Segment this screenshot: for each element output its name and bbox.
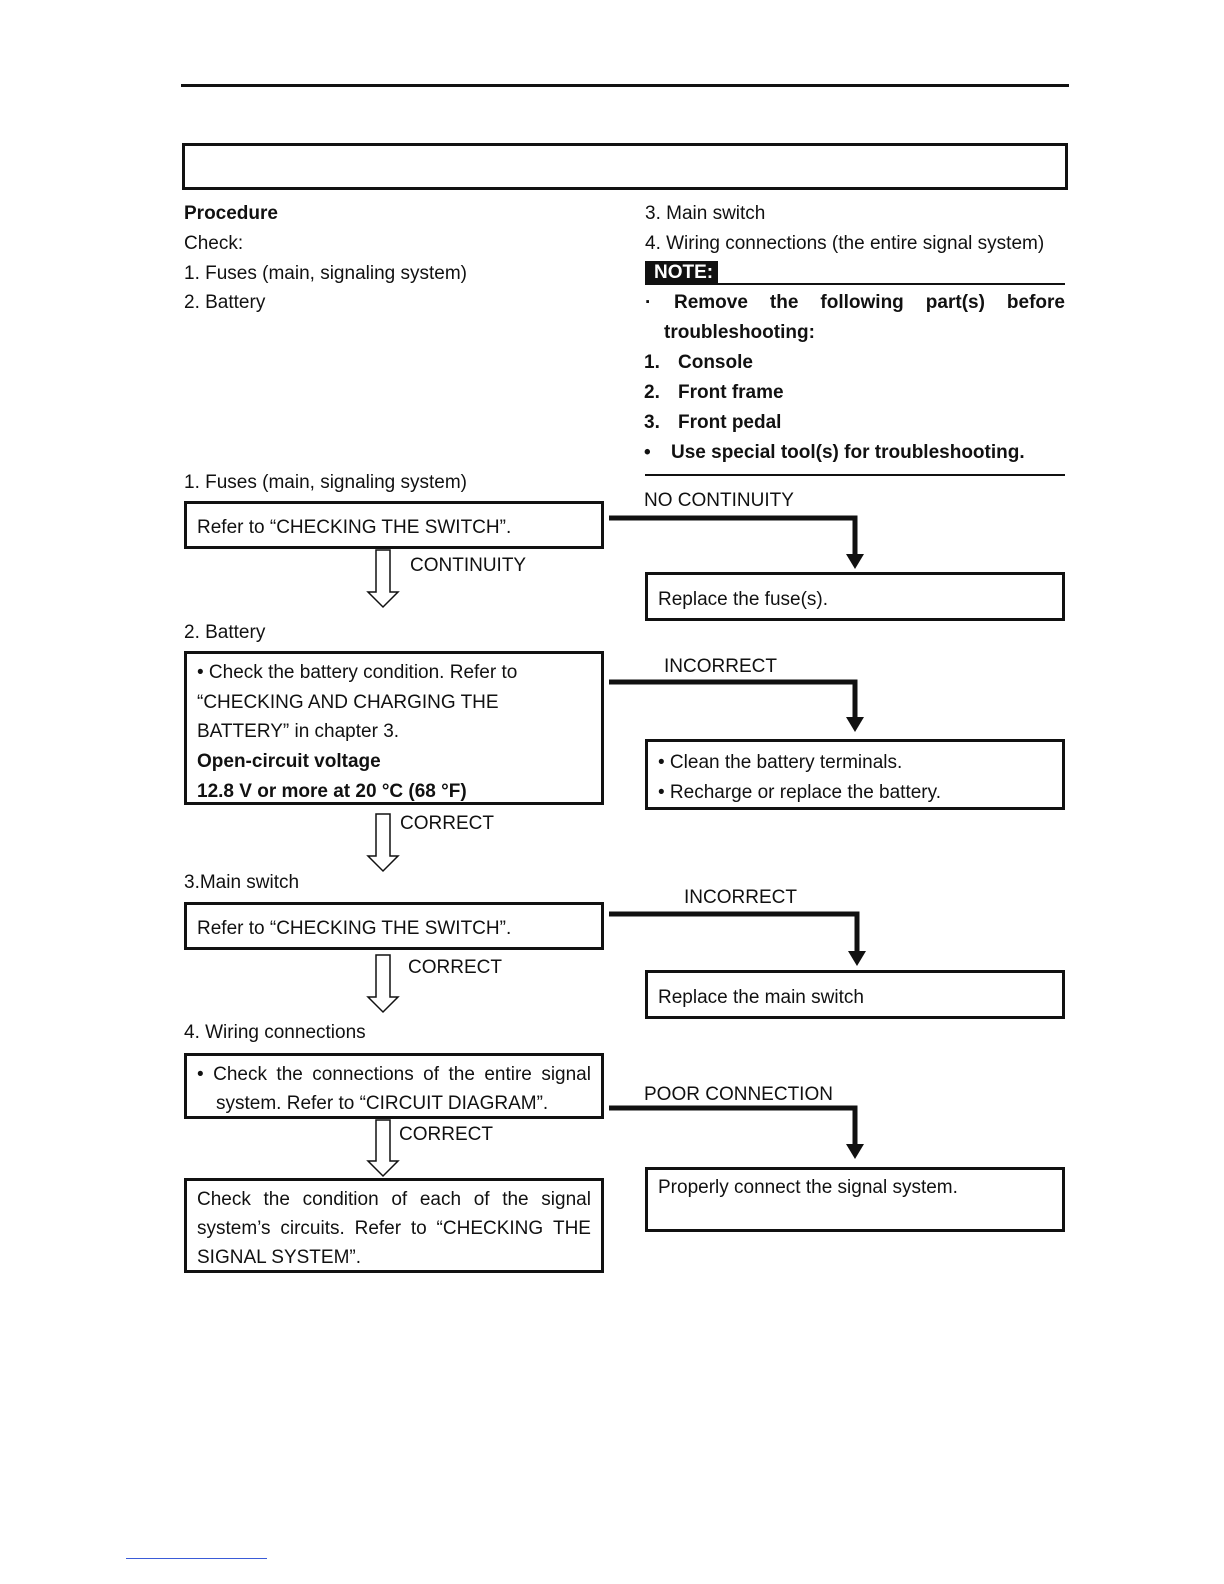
note-bullet2-dot: • [644,442,651,463]
battery-line-3: BATTERY” in chapter 3. [197,721,400,742]
note-colon: : [706,262,714,283]
note-part-num-3: 3. [644,412,660,433]
main-switch-action-box [645,970,1065,1019]
final-word: signal [541,1189,591,1210]
battery-action-box [645,739,1065,810]
battery-line-1: • Check the battery condition. Refer to [197,662,518,683]
fuses-title: 1. Fuses (main, signaling system) [184,472,467,493]
footnote-rule [126,1558,267,1559]
final-line-1 [197,1189,591,1211]
wiring-action-text: Properly connect the signal system. [658,1177,958,1198]
note-bullet-dot: · [645,292,652,313]
wiring-box [184,1053,604,1119]
fuses-box-text: Refer to “CHECKING THE SWITCH”. [197,517,512,538]
wiring-action-box [645,1167,1065,1232]
note-part-num-2: 2. [644,382,660,403]
note-bullet1-cont: troubleshooting: [664,322,815,343]
wiring-word: entire [484,1064,532,1085]
wiring-line-2: system. Refer to “CIRCUIT DIAGRAM”. [216,1093,549,1114]
note-part-front-frame: Front frame [678,382,784,403]
fuses-ok-label: CONTINUITY [410,555,527,576]
final-word: “CHECKING [436,1218,544,1239]
note-word: before [1006,292,1065,313]
procedure-heading: Procedure [184,203,278,224]
note-word: the [769,292,799,313]
fuses-box [184,501,604,549]
wiring-word: the [276,1064,303,1085]
wiring-word: the [448,1064,475,1085]
final-word: to [410,1218,427,1239]
wiring-title: 4. Wiring connections [184,1022,366,1043]
main-switch-ok-label: CORRECT [408,957,502,978]
final-word: each [419,1189,462,1210]
top-rule [181,84,1069,87]
main-switch-fail-label: INCORRECT [684,887,797,908]
wiring-ok-label: CORRECT [399,1124,493,1145]
final-word: THE [552,1218,591,1239]
wiring-word: Check [213,1064,267,1085]
battery-spec-label: Open-circuit voltage [197,751,381,772]
note-word: part(s) [925,292,985,313]
note-label-badge [645,261,718,285]
final-word: system’s [197,1218,271,1239]
note-label: NOTE [654,262,707,283]
note-part-front-pedal: Front pedal [678,412,782,433]
final-word: of [391,1189,408,1210]
wiring-line-1 [197,1064,591,1086]
procedure-item-wiring: 4. Wiring connections (the entire signal system) [645,233,1045,254]
wiring-word: connections [312,1064,414,1085]
fuses-action-text: Replace the fuse(s). [658,589,829,610]
main-switch-action-text: Replace the main switch [658,987,864,1008]
procedure-item-battery: 2. Battery [184,292,266,313]
note-part-num-1: 1. [644,352,660,373]
battery-action-1: • Clean the battery terminals. [658,752,903,773]
wiring-word: signal [541,1064,591,1085]
final-line-2 [197,1218,591,1240]
note-bullet2: Use special tool(s) for troubleshooting. [671,442,1025,463]
final-word: Refer [354,1218,402,1239]
battery-fail-label: INCORRECT [664,656,777,677]
main-switch-title: 3.Main switch [184,872,300,893]
battery-action-2: • Recharge or replace the battery. [658,782,942,803]
battery-title: 2. Battery [184,622,266,643]
final-word: condition [302,1189,379,1210]
check-label: Check: [184,233,244,254]
final-line-3: SIGNAL SYSTEM”. [197,1247,361,1268]
main-switch-box [184,902,604,950]
battery-line-2: “CHECKING AND CHARGING THE [197,692,499,713]
note-word: Remove [674,292,748,313]
fuses-fail-label: NO CONTINUITY [644,490,794,511]
note-word: following [820,292,904,313]
wiring-fail-label: POOR CONNECTION [644,1084,833,1105]
final-word: of [473,1189,490,1210]
wiring-word: of [423,1064,440,1085]
final-word: the [263,1189,290,1210]
final-word: Check [197,1189,251,1210]
final-word: the [502,1189,529,1210]
note-bottom-rule [645,474,1065,476]
battery-spec-value: 12.8 V or more at 20 °C (68 °F) [197,781,467,802]
procedure-item-fuses: 1. Fuses (main, signaling system) [184,263,467,284]
procedure-item-main-switch: 3. Main switch [645,203,766,224]
fuses-action-box [645,572,1065,621]
note-top-rule [718,283,1065,285]
final-box [184,1178,604,1273]
battery-box [184,651,604,805]
final-word: circuits. [280,1218,345,1239]
title-box [182,143,1068,190]
note-part-console: Console [678,352,753,373]
wiring-ok-arrow [0,0,1,1]
wiring-word: • [197,1064,204,1085]
battery-ok-label: CORRECT [400,813,494,834]
main-switch-box-text: Refer to “CHECKING THE SWITCH”. [197,918,512,939]
note-bullet1-line [674,292,1065,314]
